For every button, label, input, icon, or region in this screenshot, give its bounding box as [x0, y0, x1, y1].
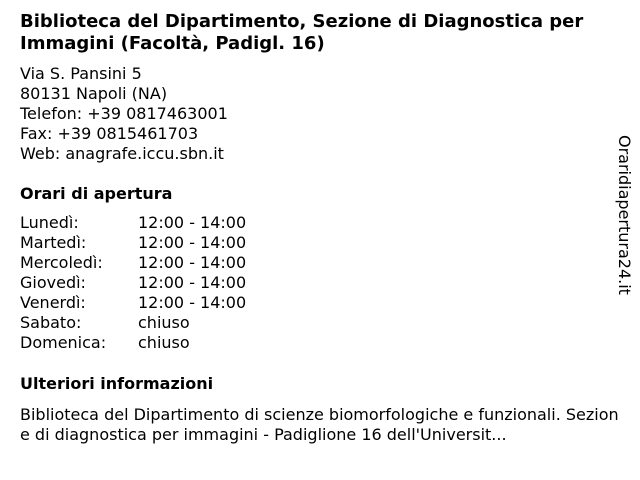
opening-hours-heading: Orari di apertura: [20, 184, 173, 203]
time-value: chiuso: [138, 333, 190, 352]
further-info-heading: Ulteriori informazioni: [20, 374, 214, 393]
address-street: Via S. Pansini 5: [20, 64, 142, 83]
time-value: 12:00 - 14:00: [138, 233, 247, 252]
further-info-text: Biblioteca del Dipartimento di scienze biomorfologiche e funzionali. Sezione di diagnostica per immagini - Padiglione 16 dell'Universit...: [20, 405, 619, 444]
day-label: Mercoledì:: [20, 253, 103, 272]
day-label: Martedì:: [20, 233, 87, 252]
phone-number: Telefon: +39 0817463001: [20, 104, 228, 123]
contact-block: [20, 64, 228, 164]
day-label: Venerdì:: [20, 293, 86, 312]
time-value: 12:00 - 14:00: [138, 273, 247, 292]
site-brand-watermark: Oraridiapertura24.it: [615, 135, 634, 295]
time-value: 12:00 - 14:00: [138, 213, 247, 232]
time-value: 12:00 - 14:00: [138, 253, 247, 272]
address-city: 80131 Napoli (NA): [20, 84, 168, 103]
day-label: Giovedì:: [20, 273, 86, 292]
library-title: Biblioteca del Dipartimento, Sezione di Diagnostica per Immagini (Facoltà, Padigl. 16): [20, 11, 584, 54]
website: Web: anagrafe.iccu.sbn.it: [20, 144, 224, 163]
fax-number: Fax: +39 0815461703: [20, 124, 199, 143]
day-label: Lunedì:: [20, 213, 79, 232]
time-value: 12:00 - 14:00: [138, 293, 247, 312]
day-label: Domenica:: [20, 333, 107, 352]
time-value: chiuso: [138, 313, 190, 332]
day-label: Sabato:: [20, 313, 82, 332]
